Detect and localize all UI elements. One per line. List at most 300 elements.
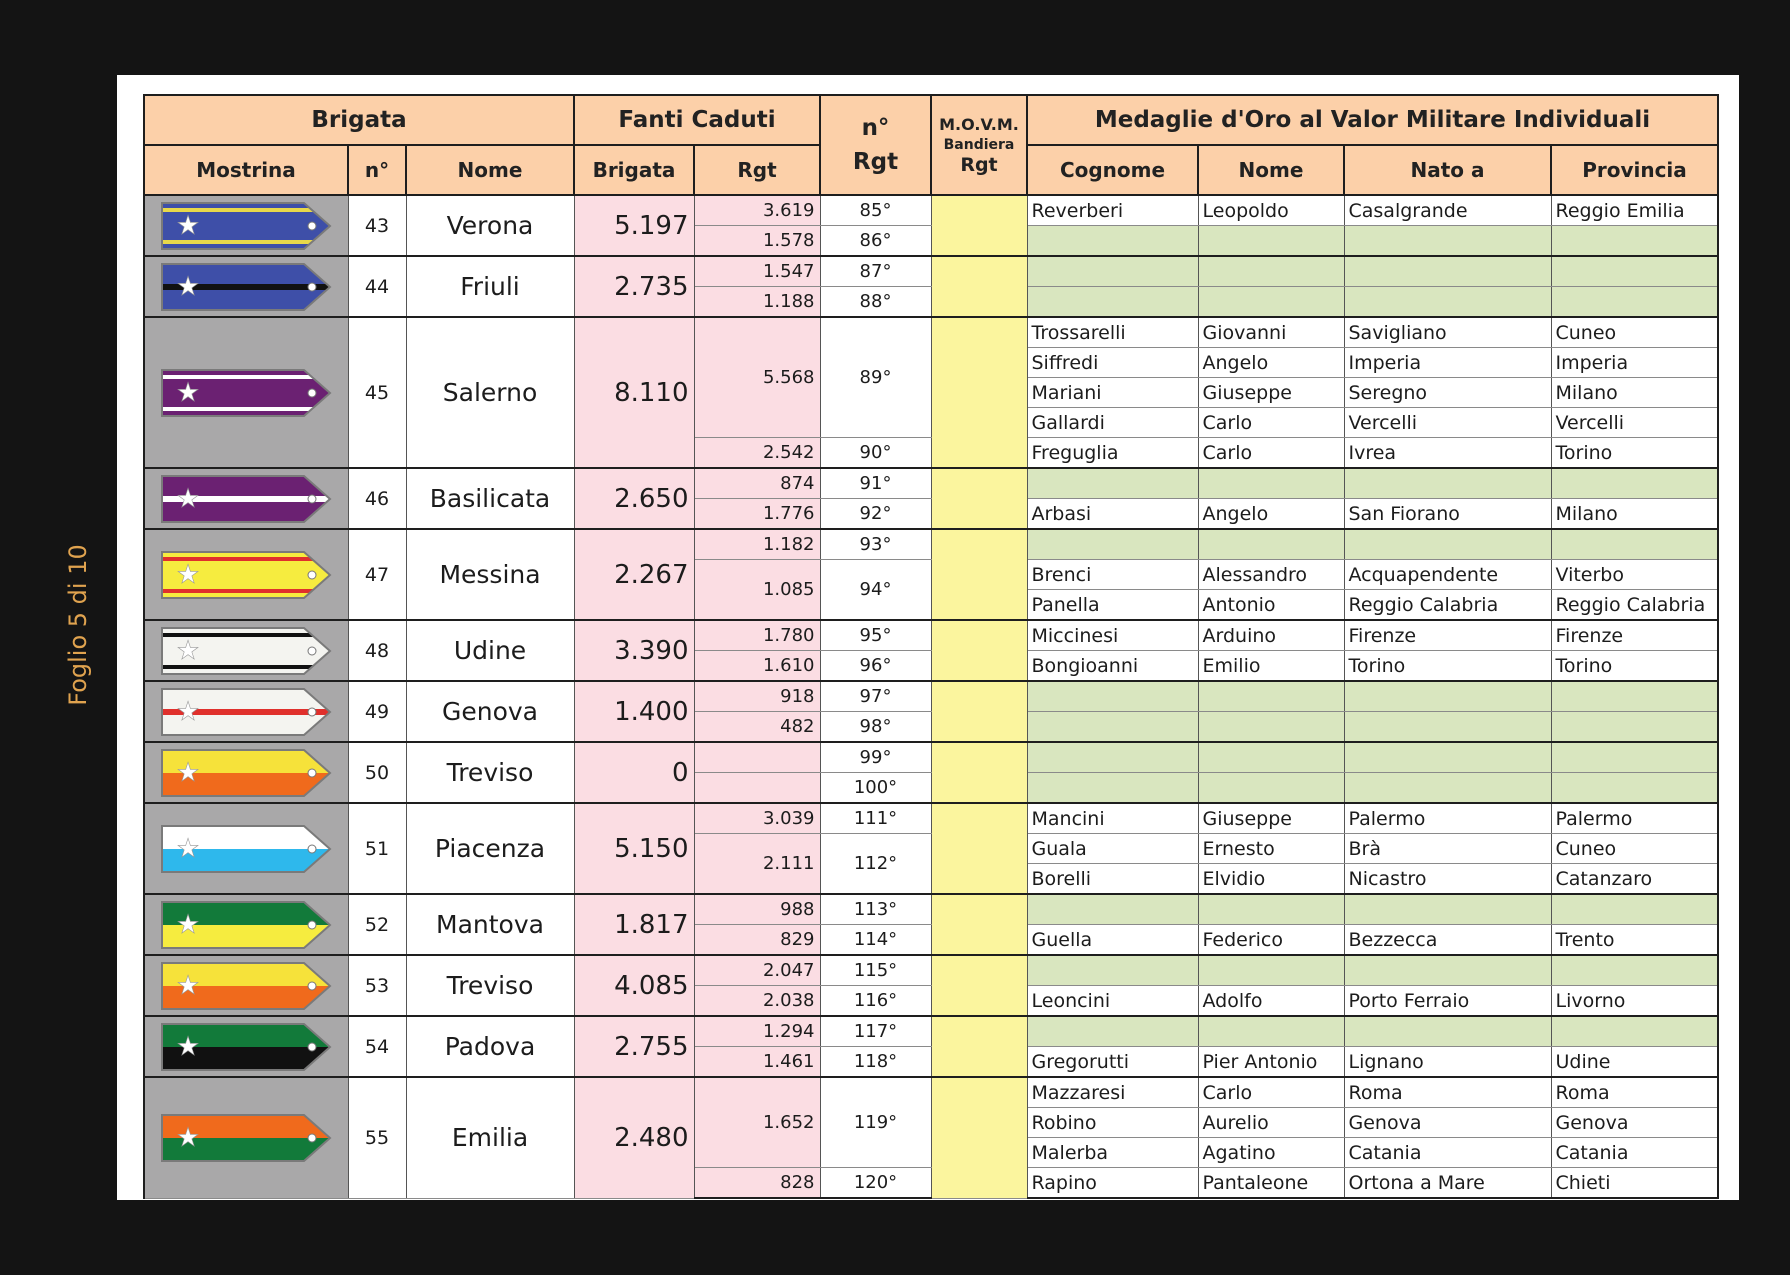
medal-nome <box>1198 681 1344 712</box>
brigata-number: 45 <box>348 317 406 468</box>
medal-nome: Leopoldo <box>1198 195 1344 226</box>
brigata-name: Basilicata <box>406 468 574 529</box>
rgt-number: 85° <box>820 195 931 226</box>
rgt-caduti: 1.780 <box>694 620 820 651</box>
brigata-caduti: 2.480 <box>574 1077 694 1198</box>
rgt-caduti: 3.039 <box>694 803 820 834</box>
header-movm-line1: M.O.V.M. <box>939 115 1019 134</box>
rgt-number: 87° <box>820 256 931 287</box>
medal-nome: Giuseppe <box>1198 803 1344 834</box>
header-n-rgt-bottom: Rgt <box>852 149 899 175</box>
brigata-name: Padova <box>406 1016 574 1077</box>
rgt-caduti: 1.776 <box>694 499 820 530</box>
mostrina-patch <box>160 368 332 418</box>
brigata-caduti: 8.110 <box>574 317 694 468</box>
brigate-table <box>143 94 1719 1199</box>
brigata-number: 49 <box>348 681 406 742</box>
rgt-caduti: 482 <box>694 712 820 743</box>
medal-provincia <box>1551 955 1718 986</box>
header-m-nome: Nome <box>1198 145 1344 195</box>
medal-provincia <box>1551 256 1718 287</box>
table-row <box>144 529 1718 560</box>
medal-cognome <box>1027 468 1198 499</box>
brigata-caduti: 2.650 <box>574 468 694 529</box>
medal-cognome <box>1027 256 1198 287</box>
brigata-number: 47 <box>348 529 406 620</box>
brigata-number: 55 <box>348 1077 406 1198</box>
brigata-number: 54 <box>348 1016 406 1077</box>
medal-cognome: Miccinesi <box>1027 620 1198 651</box>
rgt-number: 99° <box>820 742 931 773</box>
medal-nato-a <box>1344 287 1551 318</box>
rgt-caduti: 1.610 <box>694 651 820 682</box>
rgt-caduti: 988 <box>694 894 820 925</box>
rgt-number: 119° <box>820 1077 931 1168</box>
brigata-number: 44 <box>348 256 406 317</box>
medal-cognome <box>1027 681 1198 712</box>
table-row <box>144 803 1718 834</box>
medal-nato-a <box>1344 773 1551 804</box>
medal-cognome: Gregorutti <box>1027 1047 1198 1078</box>
medal-provincia: Milano <box>1551 499 1718 530</box>
brigata-caduti: 3.390 <box>574 620 694 681</box>
brigata-name: Salerno <box>406 317 574 468</box>
brigata-caduti: 2.267 <box>574 529 694 620</box>
svg-text:★: ★ <box>176 635 200 666</box>
brigata-caduti: 5.150 <box>574 803 694 894</box>
medal-nome <box>1198 894 1344 925</box>
brigata-number: 43 <box>348 195 406 256</box>
mostrina-cell <box>144 256 348 317</box>
rgt-caduti: 1.188 <box>694 287 820 318</box>
medal-nome: Carlo <box>1198 1077 1344 1108</box>
svg-text:★: ★ <box>176 757 200 788</box>
mostrina-patch <box>160 474 332 524</box>
brigata-name: Genova <box>406 681 574 742</box>
medal-provincia: Genova <box>1551 1108 1718 1138</box>
svg-text:★: ★ <box>176 1122 200 1153</box>
medal-provincia: Roma <box>1551 1077 1718 1108</box>
medal-nome <box>1198 529 1344 560</box>
brigata-name: Mantova <box>406 894 574 955</box>
brigata-number: 50 <box>348 742 406 803</box>
mostrina-patch <box>160 626 332 676</box>
medal-cognome <box>1027 742 1198 773</box>
mostrina-patch <box>160 748 332 798</box>
rgt-caduti: 828 <box>694 1168 820 1199</box>
medal-nato-a <box>1344 955 1551 986</box>
medal-cognome: Brenci <box>1027 560 1198 590</box>
medal-nome: Angelo <box>1198 499 1344 530</box>
medal-nato-a: Vercelli <box>1344 408 1551 438</box>
brigata-number: 52 <box>348 894 406 955</box>
medal-cognome: Mancini <box>1027 803 1198 834</box>
medal-provincia: Reggio Calabria <box>1551 590 1718 621</box>
header-mostrina: Mostrina <box>144 145 348 195</box>
medal-nome: Arduino <box>1198 620 1344 651</box>
brigata-name: Friuli <box>406 256 574 317</box>
rgt-number: 120° <box>820 1168 931 1199</box>
medal-nato-a <box>1344 742 1551 773</box>
medal-cognome <box>1027 773 1198 804</box>
medal-cognome: Guella <box>1027 925 1198 956</box>
table-row <box>144 317 1718 348</box>
medal-provincia <box>1551 773 1718 804</box>
brigata-caduti: 0 <box>574 742 694 803</box>
medal-nato-a <box>1344 256 1551 287</box>
medal-nato-a: Brà <box>1344 834 1551 864</box>
medal-provincia <box>1551 742 1718 773</box>
rgt-caduti: 829 <box>694 925 820 956</box>
table-row <box>144 468 1718 499</box>
mostrina-cell <box>144 681 348 742</box>
header-brigata: Brigata <box>144 95 574 145</box>
medal-provincia: Catania <box>1551 1138 1718 1168</box>
medal-provincia: Catanzaro <box>1551 864 1718 895</box>
table-row <box>144 894 1718 925</box>
rgt-number: 114° <box>820 925 931 956</box>
medal-provincia <box>1551 712 1718 743</box>
mostrina-patch <box>160 262 332 312</box>
rgt-caduti: 2.111 <box>694 834 820 895</box>
medal-nato-a: Torino <box>1344 651 1551 682</box>
medal-nato-a: Savigliano <box>1344 317 1551 348</box>
mostrina-patch <box>160 900 332 950</box>
rgt-number: 113° <box>820 894 931 925</box>
brigata-number: 46 <box>348 468 406 529</box>
medal-nome <box>1198 742 1344 773</box>
medal-nato-a: Porto Ferraio <box>1344 986 1551 1017</box>
medal-nato-a: Acquapendente <box>1344 560 1551 590</box>
medal-nato-a: Casalgrande <box>1344 195 1551 226</box>
rgt-number: 97° <box>820 681 931 712</box>
medal-provincia <box>1551 468 1718 499</box>
medal-nato-a: Palermo <box>1344 803 1551 834</box>
medal-nome <box>1198 1016 1344 1047</box>
header-fc-brigata: Brigata <box>574 145 694 195</box>
medal-nato-a <box>1344 468 1551 499</box>
medal-provincia: Cuneo <box>1551 317 1718 348</box>
rgt-number: 112° <box>820 834 931 895</box>
medal-provincia: Milano <box>1551 378 1718 408</box>
rgt-caduti: 1.182 <box>694 529 820 560</box>
medal-provincia: Udine <box>1551 1047 1718 1078</box>
rgt-caduti: 1.294 <box>694 1016 820 1047</box>
rgt-number: 91° <box>820 468 931 499</box>
medal-provincia: Palermo <box>1551 803 1718 834</box>
svg-text:★: ★ <box>176 559 200 590</box>
movm-bandiera-cell <box>931 803 1027 894</box>
rgt-number: 95° <box>820 620 931 651</box>
sheet-counter: Foglio 5 di 10 <box>64 544 92 706</box>
rgt-number: 116° <box>820 986 931 1017</box>
medal-nome: Aurelio <box>1198 1108 1344 1138</box>
medal-nome: Elvidio <box>1198 864 1344 895</box>
medal-nome: Ernesto <box>1198 834 1344 864</box>
movm-bandiera-cell <box>931 894 1027 955</box>
medal-provincia <box>1551 226 1718 257</box>
medal-provincia: Livorno <box>1551 986 1718 1017</box>
mostrina-cell <box>144 955 348 1016</box>
medal-cognome: Malerba <box>1027 1138 1198 1168</box>
brigata-caduti: 4.085 <box>574 955 694 1016</box>
header-movm-line3: Rgt <box>960 154 998 176</box>
brigata-name: Udine <box>406 620 574 681</box>
brigata-caduti: 5.197 <box>574 195 694 256</box>
medal-nome: Antonio <box>1198 590 1344 621</box>
rgt-number: 86° <box>820 226 931 257</box>
mostrina-cell <box>144 1077 348 1198</box>
medal-cognome: Panella <box>1027 590 1198 621</box>
medal-provincia: Trento <box>1551 925 1718 956</box>
medal-cognome: Freguglia <box>1027 438 1198 469</box>
medal-cognome: Mazzaresi <box>1027 1077 1198 1108</box>
rgt-caduti: 874 <box>694 468 820 499</box>
header-nome: Nome <box>406 145 574 195</box>
mostrina-patch <box>160 824 332 874</box>
header-cognome: Cognome <box>1027 145 1198 195</box>
mostrina-cell <box>144 894 348 955</box>
mostrina-cell <box>144 195 348 256</box>
medal-nome <box>1198 773 1344 804</box>
rgt-caduti: 2.047 <box>694 955 820 986</box>
brigata-name: Emilia <box>406 1077 574 1198</box>
medal-cognome <box>1027 529 1198 560</box>
medal-nato-a: Reggio Calabria <box>1344 590 1551 621</box>
medal-nome: Pier Antonio <box>1198 1047 1344 1078</box>
rgt-number: 117° <box>820 1016 931 1047</box>
mostrina-cell <box>144 1016 348 1077</box>
mostrina-cell <box>144 803 348 894</box>
medal-cognome <box>1027 1016 1198 1047</box>
medal-nato-a: Catania <box>1344 1138 1551 1168</box>
medal-nome: Angelo <box>1198 348 1344 378</box>
medal-nato-a: Seregno <box>1344 378 1551 408</box>
medal-nome <box>1198 226 1344 257</box>
medal-nome <box>1198 287 1344 318</box>
movm-bandiera-cell <box>931 742 1027 803</box>
medal-nato-a: Roma <box>1344 1077 1551 1108</box>
table-row <box>144 256 1718 287</box>
medal-cognome: Bongioanni <box>1027 651 1198 682</box>
medal-nato-a: Nicastro <box>1344 864 1551 895</box>
medal-provincia <box>1551 894 1718 925</box>
medal-nato-a: Imperia <box>1344 348 1551 378</box>
svg-text:★: ★ <box>176 483 200 514</box>
medal-provincia: Torino <box>1551 651 1718 682</box>
medal-cognome: Arbasi <box>1027 499 1198 530</box>
medal-nato-a <box>1344 712 1551 743</box>
header-n: n° <box>348 145 406 195</box>
svg-text:★: ★ <box>176 271 200 302</box>
medal-nato-a: San Fiorano <box>1344 499 1551 530</box>
medal-nato-a <box>1344 894 1551 925</box>
rgt-number: 94° <box>820 560 931 621</box>
rgt-caduti: 3.619 <box>694 195 820 226</box>
medal-provincia: Reggio Emilia <box>1551 195 1718 226</box>
rgt-number: 118° <box>820 1047 931 1078</box>
movm-bandiera-cell <box>931 620 1027 681</box>
table-row <box>144 620 1718 651</box>
movm-bandiera-cell <box>931 195 1027 256</box>
table-row <box>144 742 1718 773</box>
table-row <box>144 1077 1718 1108</box>
rgt-caduti: 1.085 <box>694 560 820 621</box>
svg-text:★: ★ <box>176 377 200 408</box>
medal-nome <box>1198 468 1344 499</box>
brigata-number: 53 <box>348 955 406 1016</box>
medal-nome <box>1198 712 1344 743</box>
medal-nato-a: Genova <box>1344 1108 1551 1138</box>
header-fanti-caduti: Fanti Caduti <box>574 95 820 145</box>
mostrina-patch <box>160 961 332 1011</box>
medal-nome: Carlo <box>1198 408 1344 438</box>
medal-cognome: Siffredi <box>1027 348 1198 378</box>
medal-nato-a <box>1344 681 1551 712</box>
medal-provincia: Viterbo <box>1551 560 1718 590</box>
mostrina-cell <box>144 620 348 681</box>
movm-bandiera-cell <box>931 468 1027 529</box>
medal-cognome: Reverberi <box>1027 195 1198 226</box>
rgt-number: 100° <box>820 773 931 804</box>
medal-nome: Federico <box>1198 925 1344 956</box>
svg-text:★: ★ <box>176 696 200 727</box>
movm-bandiera-cell <box>931 317 1027 468</box>
medal-cognome <box>1027 894 1198 925</box>
medal-cognome: Rapino <box>1027 1168 1198 1199</box>
rgt-caduti: 2.038 <box>694 986 820 1017</box>
header-provincia: Provincia <box>1551 145 1718 195</box>
rgt-number: 90° <box>820 438 931 469</box>
medal-cognome <box>1027 226 1198 257</box>
medal-cognome: Gallardi <box>1027 408 1198 438</box>
brigata-caduti: 1.400 <box>574 681 694 742</box>
rgt-number: 98° <box>820 712 931 743</box>
medal-cognome <box>1027 955 1198 986</box>
medal-provincia <box>1551 529 1718 560</box>
mostrina-cell <box>144 317 348 468</box>
header-fc-rgt: Rgt <box>694 145 820 195</box>
header-medaglie: Medaglie d'Oro al Valor Militare Individuali <box>1027 95 1718 145</box>
table-row <box>144 681 1718 712</box>
rgt-number: 92° <box>820 499 931 530</box>
rgt-caduti <box>694 742 820 773</box>
medal-nome <box>1198 256 1344 287</box>
mostrina-cell <box>144 742 348 803</box>
medal-provincia: Vercelli <box>1551 408 1718 438</box>
medal-nome: Giovanni <box>1198 317 1344 348</box>
mostrina-patch <box>160 687 332 737</box>
rgt-caduti <box>694 773 820 804</box>
svg-text:★: ★ <box>176 970 200 1001</box>
svg-text:★: ★ <box>176 210 200 241</box>
medal-provincia: Firenze <box>1551 620 1718 651</box>
medal-nato-a: Ortona a Mare <box>1344 1168 1551 1199</box>
mostrina-patch <box>160 550 332 600</box>
svg-text:★: ★ <box>176 1031 200 1062</box>
mostrina-patch <box>160 1022 332 1072</box>
movm-bandiera-cell <box>931 1016 1027 1077</box>
mostrina-patch <box>160 201 332 251</box>
medal-nome: Alessandro <box>1198 560 1344 590</box>
header-movm <box>931 95 1027 195</box>
medal-cognome: Mariani <box>1027 378 1198 408</box>
medal-provincia <box>1551 287 1718 318</box>
medal-nato-a <box>1344 1016 1551 1047</box>
brigata-name: Verona <box>406 195 574 256</box>
medal-provincia: Chieti <box>1551 1168 1718 1199</box>
medal-nome: Agatino <box>1198 1138 1344 1168</box>
rgt-number: 96° <box>820 651 931 682</box>
rgt-number: 111° <box>820 803 931 834</box>
brigata-caduti: 2.735 <box>574 256 694 317</box>
medal-nome: Adolfo <box>1198 986 1344 1017</box>
rgt-caduti: 1.578 <box>694 226 820 257</box>
medal-cognome: Guala <box>1027 834 1198 864</box>
medal-provincia: Torino <box>1551 438 1718 469</box>
rgt-number: 89° <box>820 317 931 438</box>
movm-bandiera-cell <box>931 681 1027 742</box>
header-n-rgt <box>820 95 931 195</box>
medal-nome: Carlo <box>1198 438 1344 469</box>
mostrina-cell <box>144 468 348 529</box>
medal-cognome: Borelli <box>1027 864 1198 895</box>
header-movm-line2: Bandiera <box>943 137 1015 153</box>
table-row <box>144 955 1718 986</box>
mostrina-patch <box>160 1113 332 1163</box>
rgt-number: 93° <box>820 529 931 560</box>
brigata-name: Treviso <box>406 955 574 1016</box>
medal-nato-a: Ivrea <box>1344 438 1551 469</box>
svg-text:★: ★ <box>176 909 200 940</box>
rgt-caduti: 2.542 <box>694 438 820 469</box>
medal-nato-a: Bezzecca <box>1344 925 1551 956</box>
brigata-caduti: 2.755 <box>574 1016 694 1077</box>
movm-bandiera-cell <box>931 529 1027 620</box>
brigata-name: Treviso <box>406 742 574 803</box>
table-row <box>144 195 1718 226</box>
medal-nato-a <box>1344 529 1551 560</box>
medal-nome <box>1198 955 1344 986</box>
medal-cognome: Trossarelli <box>1027 317 1198 348</box>
medal-nome: Pantaleone <box>1198 1168 1344 1199</box>
medal-nato-a <box>1344 226 1551 257</box>
brigata-name: Piacenza <box>406 803 574 894</box>
svg-text:★: ★ <box>176 833 200 864</box>
table-row <box>144 1016 1718 1047</box>
rgt-caduti: 1.652 <box>694 1077 820 1168</box>
header-n-rgt-top: n° <box>861 115 890 141</box>
medal-nato-a: Lignano <box>1344 1047 1551 1078</box>
medal-nome: Giuseppe <box>1198 378 1344 408</box>
medal-provincia <box>1551 681 1718 712</box>
medal-cognome: Robino <box>1027 1108 1198 1138</box>
mostrina-cell <box>144 529 348 620</box>
brigata-number: 48 <box>348 620 406 681</box>
medal-provincia <box>1551 1016 1718 1047</box>
rgt-caduti: 5.568 <box>694 317 820 438</box>
medal-cognome <box>1027 287 1198 318</box>
rgt-caduti: 918 <box>694 681 820 712</box>
medal-cognome <box>1027 712 1198 743</box>
brigata-number: 51 <box>348 803 406 894</box>
medal-cognome: Leoncini <box>1027 986 1198 1017</box>
rgt-caduti: 1.547 <box>694 256 820 287</box>
movm-bandiera-cell <box>931 1077 1027 1198</box>
medal-provincia: Imperia <box>1551 348 1718 378</box>
medal-provincia: Cuneo <box>1551 834 1718 864</box>
brigata-name: Messina <box>406 529 574 620</box>
